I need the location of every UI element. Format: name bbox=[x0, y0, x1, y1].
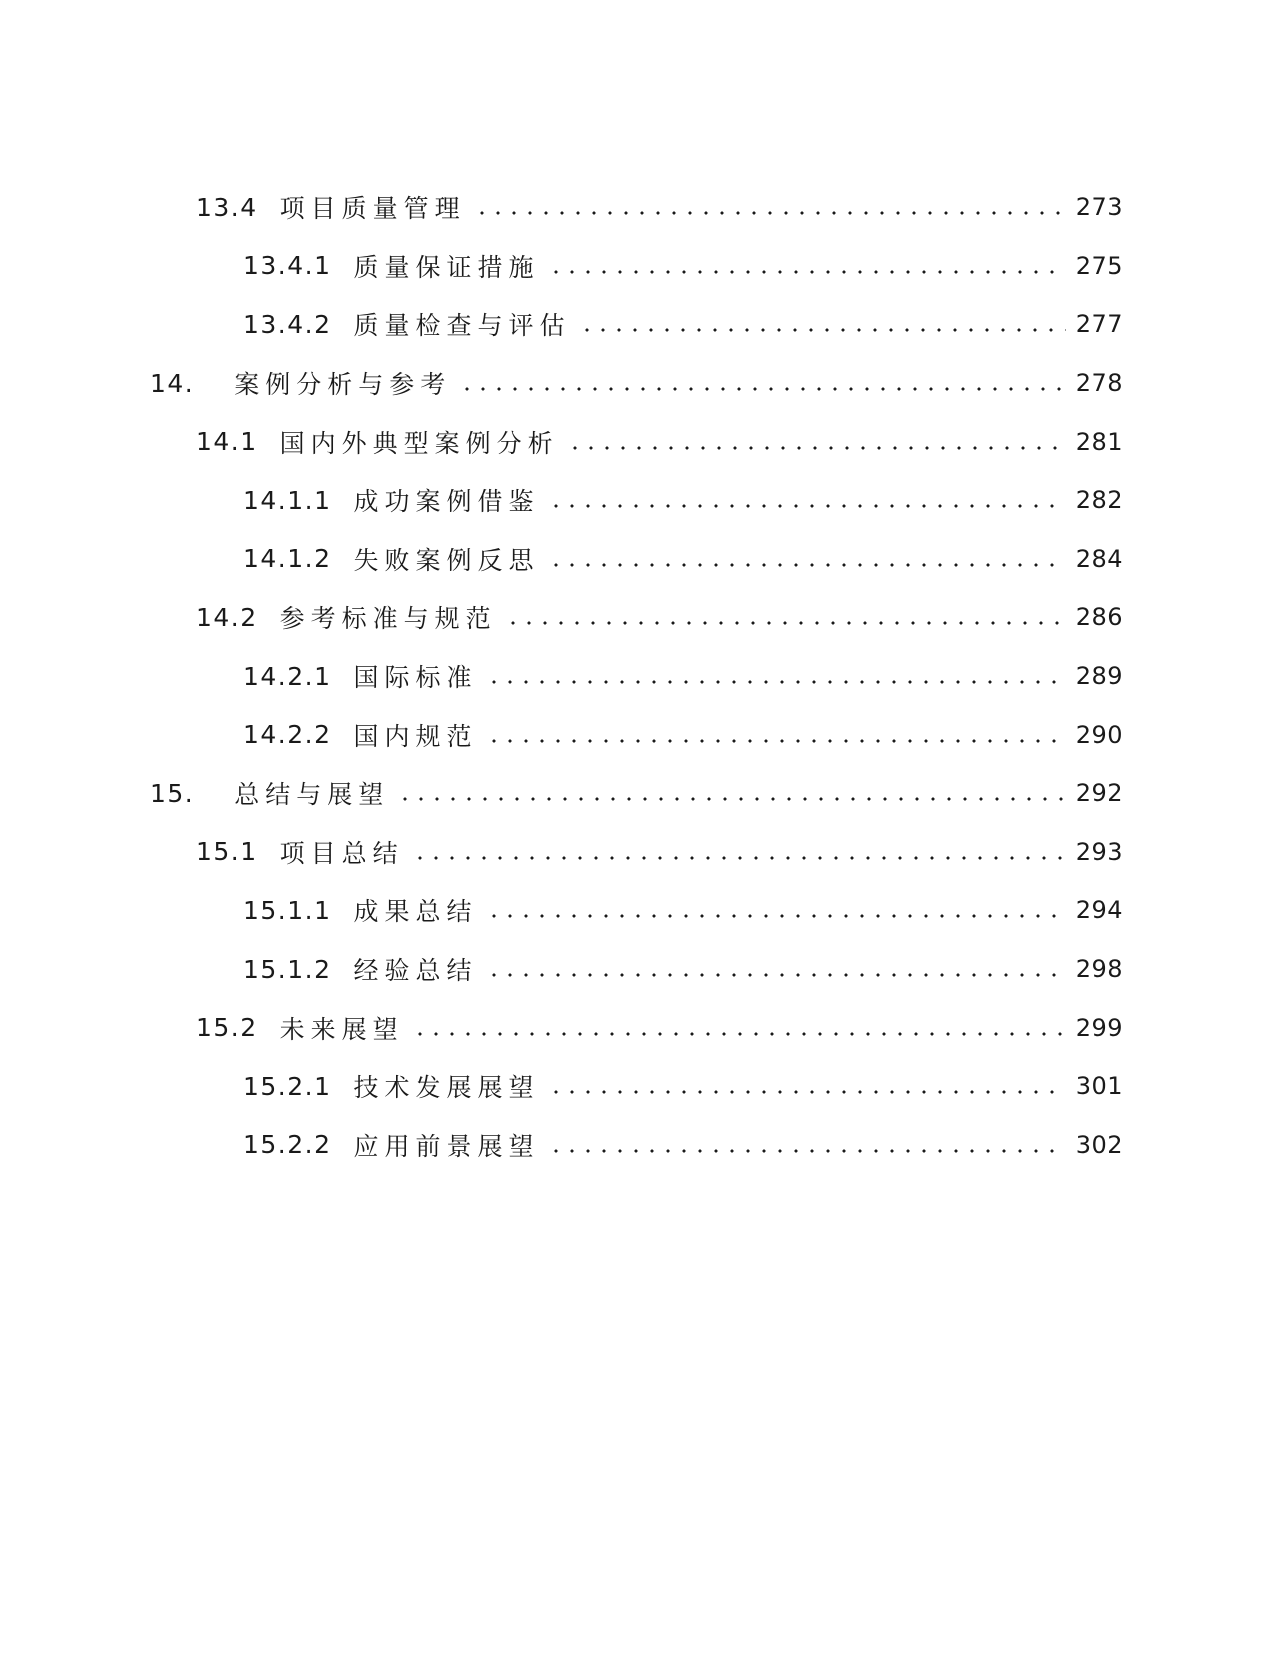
dot-leader bbox=[579, 327, 1066, 333]
toc-entry-15-1-1[interactable] bbox=[0, 881, 1280, 940]
toc-entry-page: 278 bbox=[1075, 369, 1123, 398]
toc-entry-14-1-2[interactable] bbox=[0, 530, 1280, 589]
toc-entry-number: 15.1.1 bbox=[243, 895, 332, 925]
toc-entry-14-1[interactable] bbox=[0, 412, 1280, 471]
toc-entry-13-4-1[interactable] bbox=[0, 237, 1280, 296]
toc-entry-page: 292 bbox=[1075, 779, 1123, 808]
toc-entry-title: 成果总结 bbox=[353, 897, 478, 927]
toc-entry-title: 未来展望 bbox=[279, 1014, 404, 1044]
toc-entry-page: 301 bbox=[1075, 1072, 1123, 1101]
toc-entry-title: 国内外典型案例分析 bbox=[279, 428, 559, 458]
toc-entry-number: 14. bbox=[150, 368, 195, 398]
toc-entry-page: 298 bbox=[1075, 955, 1123, 984]
dot-leader bbox=[486, 972, 1066, 978]
dot-leader bbox=[548, 503, 1066, 509]
dot-leader bbox=[567, 445, 1066, 451]
toc-entry-number: 14.2.2 bbox=[243, 720, 332, 750]
toc-entry-number: 14.1.1 bbox=[243, 485, 332, 515]
toc-entry-15[interactable] bbox=[0, 764, 1280, 823]
table-of-contents bbox=[0, 178, 1280, 1174]
toc-entry-page: 289 bbox=[1075, 662, 1123, 691]
toc-entry-number: 13.4 bbox=[196, 192, 258, 222]
dot-leader bbox=[486, 738, 1066, 744]
toc-entry-title: 技术发展展望 bbox=[353, 1073, 540, 1103]
toc-entry-number: 15.1.2 bbox=[243, 954, 332, 984]
toc-entry-page: 294 bbox=[1075, 896, 1123, 925]
dot-leader bbox=[397, 796, 1065, 802]
toc-entry-page: 273 bbox=[1075, 193, 1123, 222]
toc-entry-title: 失败案例反思 bbox=[353, 545, 540, 575]
toc-entry-title: 质量保证措施 bbox=[353, 252, 540, 282]
toc-entry-page: 302 bbox=[1075, 1130, 1123, 1159]
toc-entry-number: 15.1 bbox=[196, 837, 258, 867]
dot-leader bbox=[486, 679, 1066, 685]
toc-entry-title: 项目总结 bbox=[279, 838, 404, 868]
toc-entry-number: 15.2.1 bbox=[243, 1071, 332, 1101]
toc-entry-number: 13.4.1 bbox=[243, 251, 332, 281]
toc-entry-number: 15.2 bbox=[196, 1013, 258, 1043]
dot-leader bbox=[486, 913, 1066, 919]
toc-entry-15-2[interactable] bbox=[0, 998, 1280, 1057]
dot-leader bbox=[474, 210, 1066, 216]
toc-entry-14[interactable] bbox=[0, 354, 1280, 413]
toc-entry-title: 总结与展望 bbox=[234, 780, 390, 810]
toc-entry-page: 293 bbox=[1075, 837, 1123, 866]
toc-entry-15-1[interactable] bbox=[0, 823, 1280, 882]
toc-entry-number: 15. bbox=[150, 778, 195, 808]
dot-leader bbox=[548, 1089, 1066, 1095]
toc-entry-14-1-1[interactable] bbox=[0, 471, 1280, 530]
toc-entry-title: 国内规范 bbox=[353, 721, 478, 751]
toc-entry-title: 项目质量管理 bbox=[279, 194, 466, 224]
toc-entry-number: 15.2.2 bbox=[243, 1130, 332, 1160]
toc-entry-15-1-2[interactable] bbox=[0, 940, 1280, 999]
toc-entry-number: 14.2 bbox=[196, 602, 258, 632]
toc-entry-title: 经验总结 bbox=[353, 956, 478, 986]
toc-entry-number: 14.2.1 bbox=[243, 661, 332, 691]
toc-entry-title: 应用前景展望 bbox=[353, 1131, 540, 1161]
toc-entry-page: 299 bbox=[1075, 1013, 1123, 1042]
toc-entry-page: 281 bbox=[1075, 427, 1123, 456]
dot-leader bbox=[459, 386, 1065, 392]
toc-entry-15-2-2[interactable] bbox=[0, 1116, 1280, 1175]
toc-entry-13-4-2[interactable] bbox=[0, 295, 1280, 354]
toc-entry-page: 284 bbox=[1075, 544, 1123, 573]
toc-entry-number: 13.4.2 bbox=[243, 309, 332, 339]
toc-entry-page: 290 bbox=[1075, 720, 1123, 749]
toc-entry-14-2-1[interactable] bbox=[0, 647, 1280, 706]
toc-entry-14-2[interactable] bbox=[0, 588, 1280, 647]
toc-entry-number: 14.1 bbox=[196, 427, 258, 457]
toc-entry-page: 277 bbox=[1075, 310, 1123, 339]
dot-leader bbox=[548, 562, 1066, 568]
toc-entry-page: 275 bbox=[1075, 251, 1123, 280]
toc-entry-title: 案例分析与参考 bbox=[234, 370, 452, 400]
toc-entry-15-2-1[interactable] bbox=[0, 1057, 1280, 1116]
toc-entry-title: 成功案例借鉴 bbox=[353, 487, 540, 517]
toc-entry-title: 质量检查与评估 bbox=[353, 311, 571, 341]
dot-leader bbox=[412, 855, 1066, 861]
toc-entry-page: 286 bbox=[1075, 603, 1123, 632]
dot-leader bbox=[548, 269, 1066, 275]
dot-leader bbox=[412, 1031, 1066, 1037]
dot-leader bbox=[505, 620, 1066, 626]
toc-entry-13-4[interactable] bbox=[0, 178, 1280, 237]
toc-entry-14-2-2[interactable] bbox=[0, 705, 1280, 764]
toc-entry-title: 国际标准 bbox=[353, 663, 478, 693]
toc-entry-page: 282 bbox=[1075, 486, 1123, 515]
toc-entry-number: 14.1.2 bbox=[243, 544, 332, 574]
dot-leader bbox=[548, 1148, 1066, 1154]
toc-entry-title: 参考标准与规范 bbox=[279, 604, 497, 634]
